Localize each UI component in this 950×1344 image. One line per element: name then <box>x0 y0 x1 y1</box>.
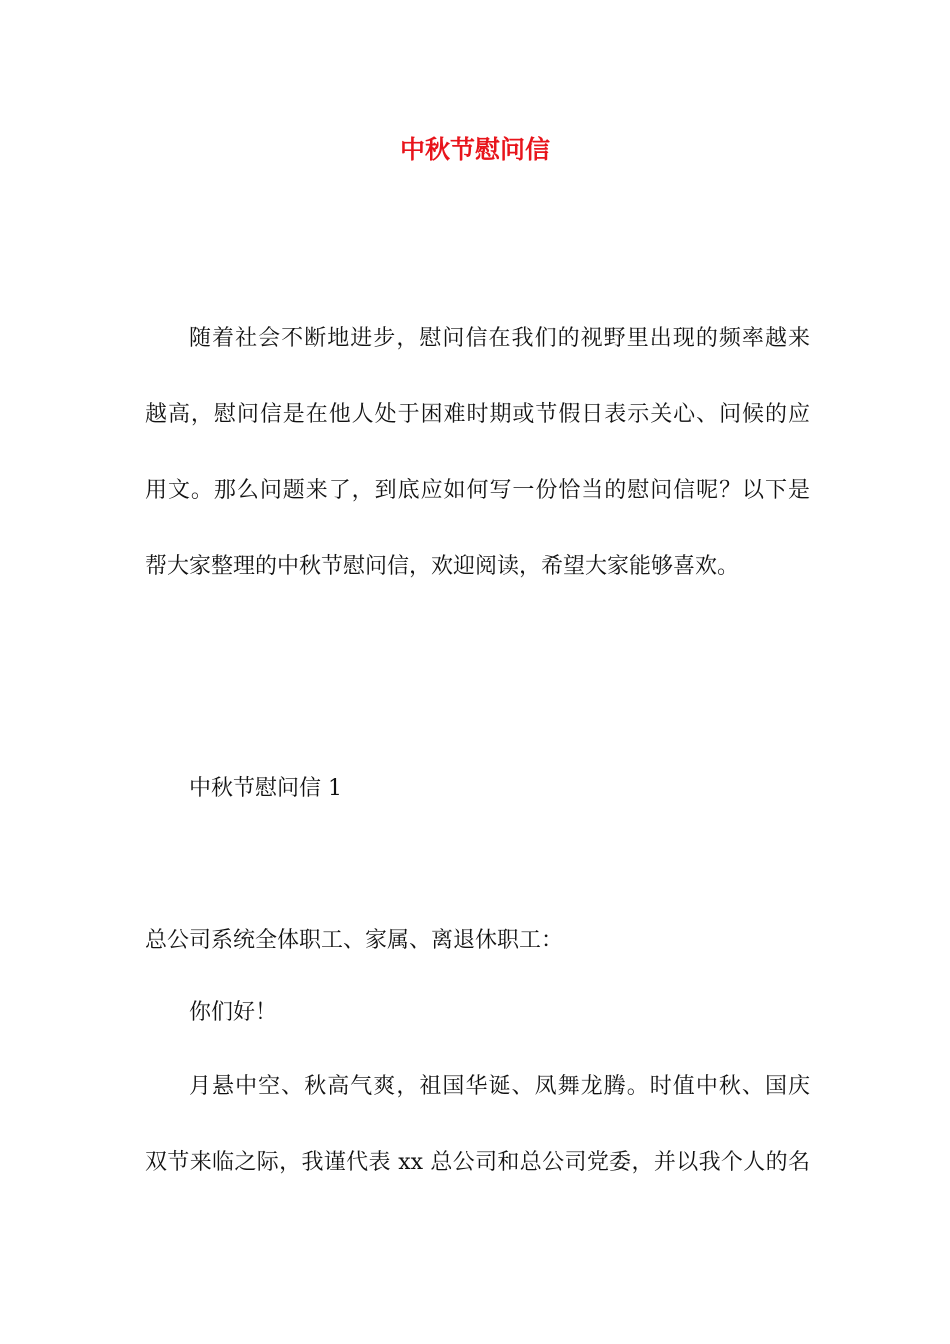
greeting: 你们好！ <box>189 1000 278 1025</box>
body-line-1: 月悬中空、秋高气爽，祖国华诞、凤舞龙腾。时值中秋、国庆 <box>189 1074 810 1099</box>
document-title: 中秋节慰问信 <box>399 135 550 164</box>
body-line-2: 双节来临之际，我谨代表 xx 总公司和总公司党委，并以我个人的名 <box>145 1150 810 1175</box>
intro-line-3: 用文。那么问题来了，到底应如何写一份恰当的慰问信呢？以下是 <box>145 478 810 503</box>
salutation: 总公司系统全体职工、家属、离退休职工： <box>145 928 564 953</box>
section-heading: 中秋节慰问信 1 <box>189 776 342 801</box>
intro-line-2: 越高，慰问信是在他人处于困难时期或节假日表示关心、问候的应 <box>145 402 810 427</box>
intro-line-1: 随着社会不断地进步，慰问信在我们的视野里出现的频率越来 <box>189 326 810 351</box>
intro-line-4: 帮大家整理的中秋节慰问信，欢迎阅读，希望大家能够喜欢。 <box>145 554 740 579</box>
